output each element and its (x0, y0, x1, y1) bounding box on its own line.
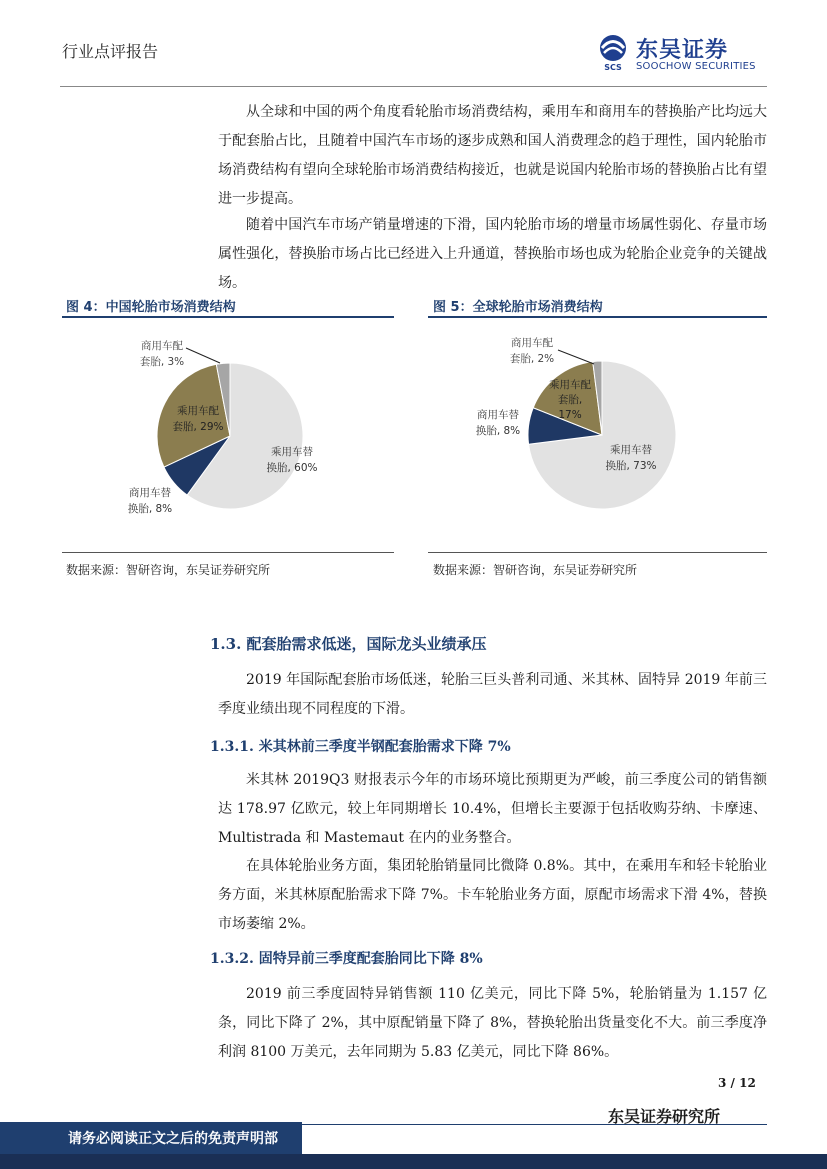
figure-5-source: 数据来源：智研咨询，东吴证券研究所 (433, 563, 638, 577)
label-passenger-oe: 乘用车配 (177, 405, 219, 417)
report-type: 行业点评报告 (62, 42, 159, 61)
subsection-2-heading: 1.3.2. 固特异前三季度配套胎同比下降 8% (210, 951, 483, 967)
company-logo (594, 33, 764, 75)
subsection-1-paragraph-2: 在具体轮胎业务方面，集团轮胎销量同比微降 0.8%。其中，在乘用车和轻卡轮胎业务方面，米其林原配胎需求下降 7%。卡车轮胎业务方面，原配市场需求下滑 4%，替换市场萎缩 2%。 (218, 858, 767, 932)
label-commercial-replacement: 商用车替 (477, 409, 519, 421)
subsection-2-paragraph-1: 2019 前三季度固特异销售额 110 亿美元，同比下降 5%，轮胎销量为 1.157 亿条，同比下降了 2%，其中原配销量下降了 8%，替换轮胎出货量变化不大。前三季度净利润 8100 万美元，去年同期为 5.83 亿美元，同比下降 86%。 (218, 986, 767, 1060)
label-passenger-replacement: 乘用车替 (271, 446, 313, 458)
label-commercial-oe-value: 套胎, 3% (139, 356, 185, 368)
label-commercial-replacement-value: 换胎, 8% (127, 503, 173, 515)
company-name-cn: 东吴证券 (636, 38, 729, 63)
paragraph-1: 从全球和中国的两个角度看轮胎市场消费结构，乘用车和商用车的替换胎产比均远大于配套胎占比，且随着中国汽车市场的逐步成熟和国人消费理念的趋于理性，国内轮胎市场消费结构有望向全球轮胎市场消费结构接近，也就是说国内轮胎市场的替换胎占比有望进一步提高。 (218, 104, 767, 207)
company-name-en: SOOCHOW SECURITIES (636, 61, 756, 72)
label-commercial-oe: 商用车配 (141, 340, 183, 352)
label-passenger-oe: 乘用车配 (549, 379, 591, 391)
subsection-1-paragraph-1: 米其林 2019Q3 财报表示今年的市场环境比预期更为严峻，前三季度公司的销售额达 178.97 亿欧元，较上年同期增长 10.4%，但增长主要源于包括收购芬纳、卡摩速、Multistrada 和 Mastemaut 在内的业务整合。 (218, 772, 767, 846)
label-passenger-replacement: 乘用车替 (610, 444, 652, 456)
header-divider (60, 86, 767, 87)
paragraph-2: 随着中国汽车市场产销量增速的下滑，国内轮胎市场的增量市场属性弱化、存量市场属性强化，替换胎市场占比已经进入上升通道，替换胎市场也成为轮胎企业竞争的关键战场。 (218, 217, 767, 291)
figure-4-source: 数据来源：智研咨询，东吴证券研究所 (66, 563, 271, 577)
figure-4-bottom-rule (62, 552, 394, 553)
label-passenger-oe-percent: 17% (558, 409, 582, 421)
label-commercial-replacement-value: 换胎, 8% (475, 425, 521, 437)
disclaimer-banner (0, 1122, 302, 1154)
label-commercial-replacement: 商用车替 (129, 487, 171, 499)
figure-4-top-rule (62, 316, 394, 318)
label-commercial-oe-value: 套胎, 2% (509, 353, 555, 365)
label-passenger-oe-value: 套胎, 29% (172, 421, 224, 433)
logo-letters: SCS (604, 63, 622, 71)
label-passenger-replacement-value: 换胎, 73% (605, 460, 657, 472)
leader-line (558, 350, 594, 364)
pie-chart-global (428, 330, 767, 550)
bottom-strip (0, 1154, 827, 1169)
figure-5-top-rule (428, 316, 767, 318)
label-passenger-replacement-value: 换胎, 60% (266, 462, 318, 474)
section-intro: 2019 年国际配套胎市场低迷，轮胎三巨头普利司通、米其林、固特异 2019 年前三季度业绩出现不同程度的下滑。 (218, 672, 767, 717)
label-commercial-oe: 商用车配 (511, 337, 553, 349)
figure-4-title: 图 4：中国轮胎市场消费结构 (66, 300, 236, 315)
pie-slices (157, 363, 303, 509)
page-number: 3 / 12 (718, 1076, 756, 1090)
pie-chart-china (62, 330, 394, 550)
figure-5-bottom-rule (428, 552, 767, 553)
figure-5-title: 图 5：全球轮胎市场消费结构 (433, 300, 603, 315)
footer-organization: 东吴证券研究所 (608, 1107, 721, 1126)
scs-logo-icon (594, 33, 632, 71)
subsection-1-heading: 1.3.1. 米其林前三季度半钢配套胎需求下降 7% (210, 739, 511, 755)
leader-line (186, 348, 220, 363)
label-passenger-oe-value: 套胎, (557, 394, 583, 406)
disclaimer-text: 请务必阅读正文之后的免责声明部 (68, 1131, 278, 1147)
section-heading: 1.3. 配套胎需求低迷，国际龙头业绩承压 (210, 635, 487, 653)
